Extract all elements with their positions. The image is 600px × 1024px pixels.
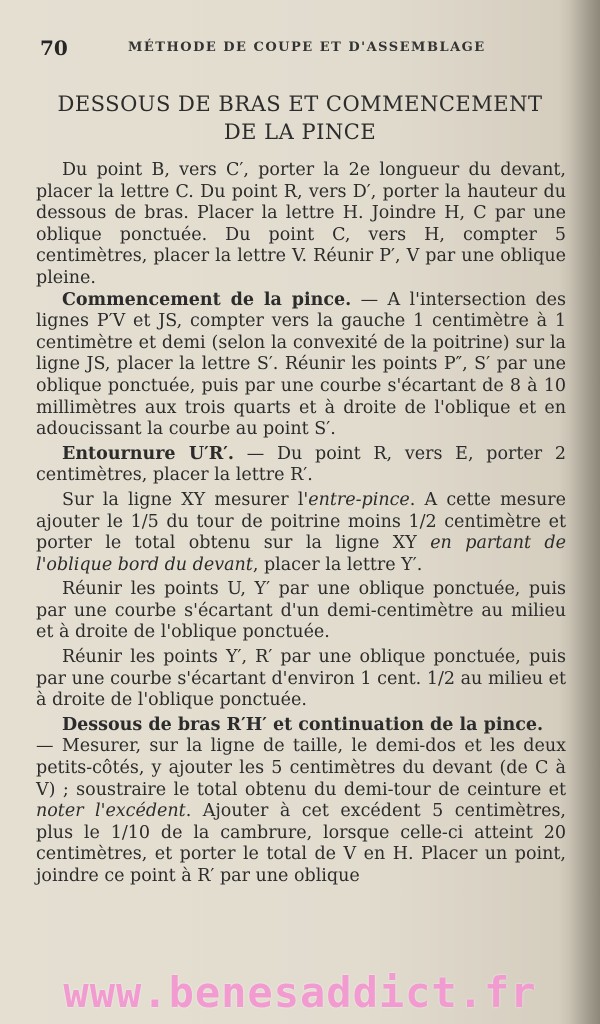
paragraph-5: Réunir les points U, Y′ par une oblique ponctuée, puis par une courbe s'écartant d'un demi-centimètre au milieu et à droite de l'oblique ponctuée.	[36, 579, 566, 643]
paragraph-6: Réunir les points Y′, R′ par une oblique ponctuée, puis par une courbe s'écartant d'environ 1 cent. 1/2 au milieu et à droite de l'oblique ponctuée.	[36, 647, 566, 711]
paragraph-3-text: — Du point R, vers E, porter 2 centimètres, placer la lettre R′.	[36, 443, 566, 486]
paragraph-7-heading: Dessous de bras R′H′ et continuation de la pince.	[62, 714, 544, 735]
paragraph-4-italic-1: entre-pince	[308, 489, 410, 510]
paragraph-4-text-b: . A cette mesure ajouter le 1/5 du tour de poitrine moins 1/2 centimètre et porter le total obtenu sur la ligne XY	[36, 489, 566, 554]
page-spine-shadow	[570, 0, 600, 1024]
paragraph-7-text-b: . Ajouter à cet excédent 5 centimètres, plus le 1/10 de la cambrure, lorsque celle-ci atteint 20 centimètres, et porter le total de V en H. Placer un point, joindre ce point à R′ par une oblique	[36, 801, 566, 886]
paragraph-3	[36, 444, 566, 487]
paragraph-7	[36, 715, 566, 888]
paragraph-7-italic: noter l'excédent	[36, 801, 186, 822]
page-number: 70	[40, 36, 68, 60]
page-header	[40, 36, 560, 60]
body-text	[36, 160, 566, 891]
paragraph-4-text-c: , placer la lettre Y′.	[252, 554, 423, 575]
running-head: MÉTHODE DE COUPE ET D'ASSEMBLAGE	[128, 40, 486, 55]
paragraph-2	[36, 290, 566, 441]
paragraph-4-italic-2: en partant de l'oblique bord du devant	[36, 533, 566, 575]
section-title	[40, 90, 560, 146]
section-title-line-1: DESSOUS DE BRAS ET COMMENCEMENT	[57, 92, 543, 116]
paragraph-1: Du point B, vers C′, porter la 2e longueur du devant, placer la lettre C. Du point R, vers D′, porter la hauteur du dessous de bras. Placer la lettre H. Joindre H, C par une oblique ponctuée. Du point C, vers H, compter 5 centimètres, placer la lettre V. Réunir P′, V par une oblique pleine.	[36, 160, 566, 288]
paragraph-4-text-a: Sur la ligne XY mesurer l'	[62, 489, 309, 510]
section-title-line-2: DE LA PINCE	[223, 120, 377, 144]
paragraph-3-heading: Entournure U′R′.	[62, 443, 234, 464]
paragraph-7-text-a: — Mesurer, sur la ligne de taille, le demi-dos et les deux petits-côtés, y ajouter les 5 centimètres du devant (de C à V) ; soustraire le total obtenu du demi-tour de ceinture et	[36, 736, 566, 800]
watermark: www.benesaddict.fr	[63, 968, 537, 1017]
paragraph-2-heading: Commencement de la pince.	[62, 289, 352, 310]
paragraph-4	[36, 490, 566, 576]
paragraph-2-text: — A l'intersection des lignes P′V et JS, compter vers la gauche 1 centimètre à 1 centimètre et demi (selon la convexité de la poitrine) sur la ligne JS, placer la lettre S′. Réunir les points P″, S′ par une oblique ponctuée, puis par une courbe s'écartant de 8 à 10 millimètres aux trois quarts et à droite de l'oblique et en adoucissant la courbe au point S′.	[36, 289, 566, 440]
